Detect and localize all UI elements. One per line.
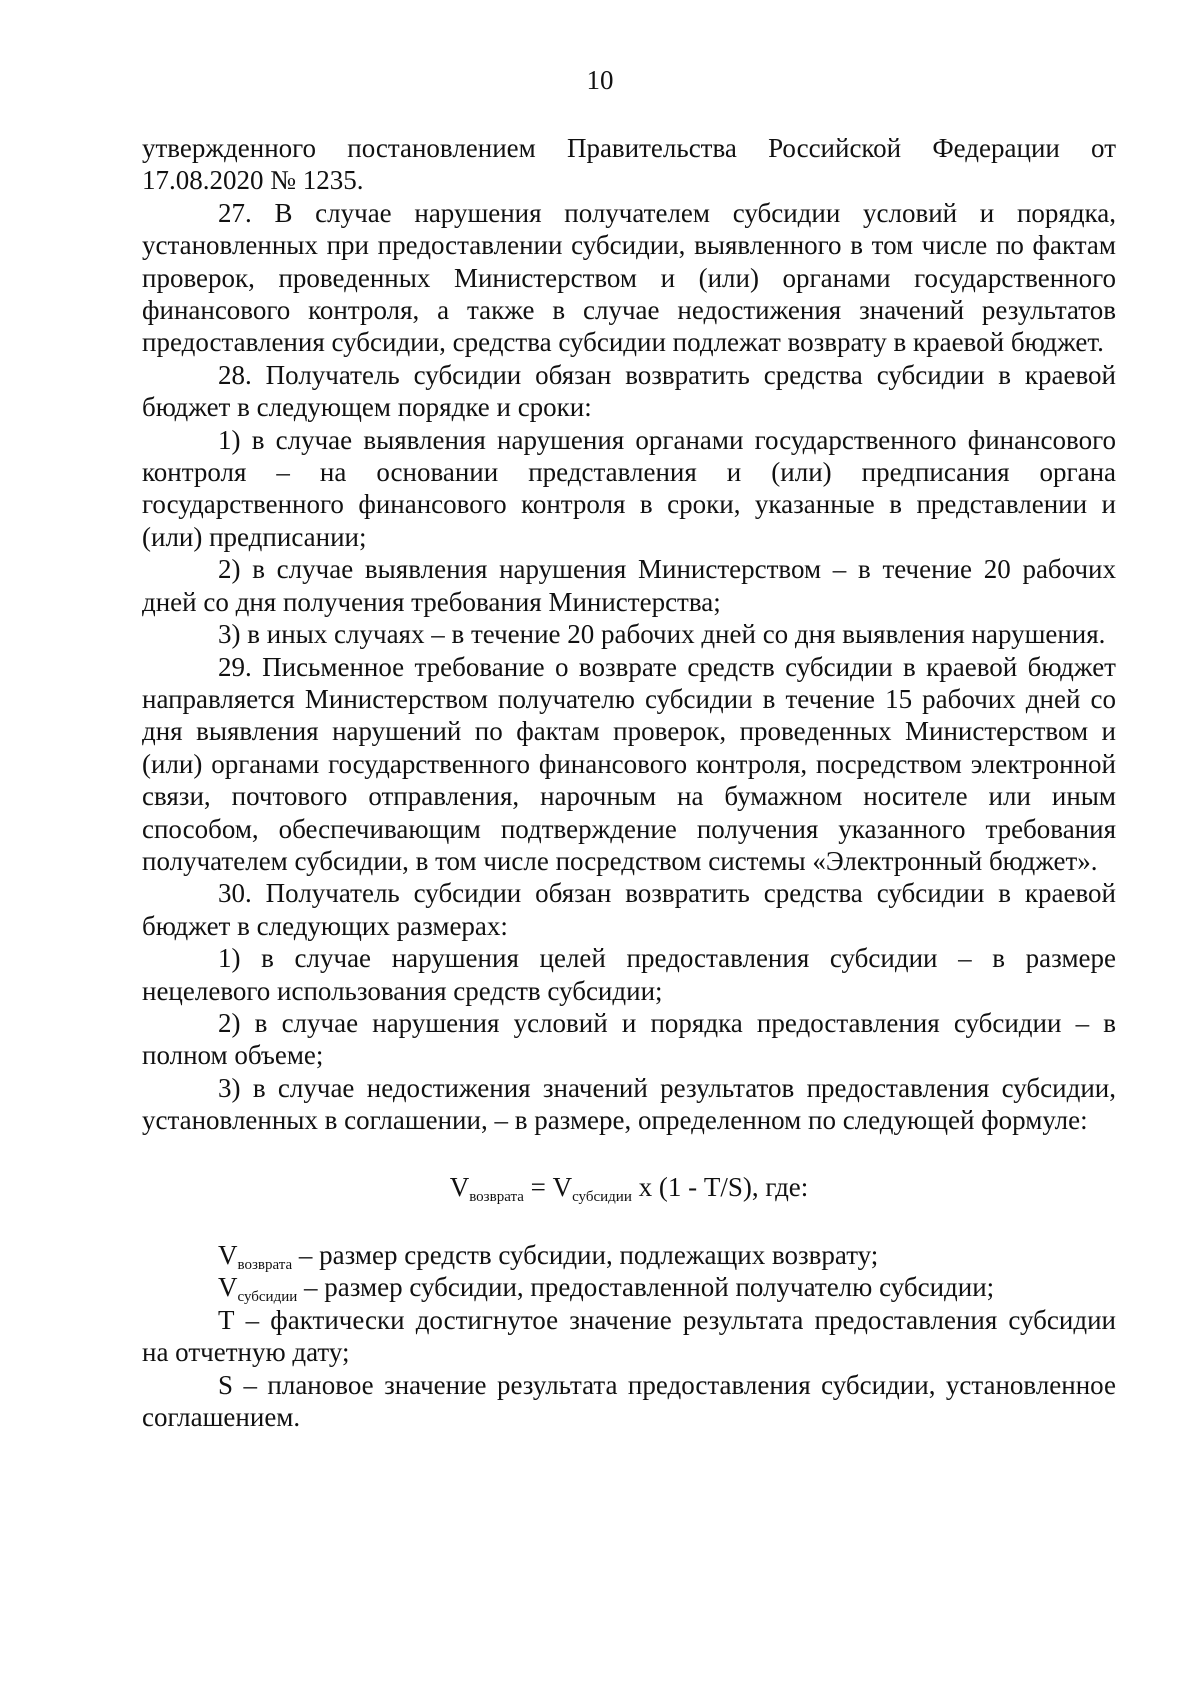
definition-t: Т – фактически достигнутое значение результата предоставления субсидии на отчетную дату; [142, 1304, 1116, 1368]
page-number: 10 [586, 65, 614, 95]
def-v-subsidy-text: – размер субсидии, предоставленной получателю субсидии; [297, 1272, 995, 1303]
paragraph-30-item-3: 3) в случае недостижения значений результатов предоставления субсидии, установленных в соглашении, – в размере, определенном по следующей формуле: [142, 1072, 1116, 1136]
formula-rest: х (1 - Т/S), где: [631, 1171, 809, 1202]
formula-v-return [449, 1171, 524, 1205]
definition-s: S – плановое значение результата предоставления субсидии, установленное соглашением. [142, 1369, 1116, 1433]
formula-v-symbol: V [449, 1171, 470, 1202]
paragraph-27: 27. В случае нарушения получателем субсидии условий и порядка, установленных при предоставлении субсидии, выявленного в том числе по фактам проверок, проведенных Министерством и (или) органами государственного финансового контроля, а также в случае недостижения значений результатов предоставления субсидии, средства субсидии подлежат возврату в краевой бюджет. [142, 197, 1116, 358]
def-v-symbol: V [218, 1272, 238, 1303]
def-sub-subsidy: субсидии [237, 1289, 298, 1306]
definition-v-subsidy [142, 1271, 1116, 1306]
formula-v-symbol: V [552, 1171, 573, 1202]
paragraph-28-item-1: 1) в случае выявления нарушения органами государственного финансового контроля – на основании представления и (или) предписания органа государственного финансового контроля в сроки, указанные в представлении и (или) предписании; [142, 424, 1116, 552]
paragraph-30: 30. Получатель субсидии обязан возвратить средства субсидии в краевой бюджет в следующих размерах: [142, 878, 1116, 941]
def-v-symbol: V [218, 1240, 238, 1270]
paragraph-30-item-1: 1) в случае нарушения целей предоставления субсидии – в размере нецелевого использования средств субсидии; [142, 943, 1116, 1006]
formula-v-subsidy [552, 1171, 632, 1205]
paragraph-28-item-2: 2) в случае выявления нарушения Министерством – в течение 20 рабочих дней со дня получения требования Министерства; [142, 554, 1116, 617]
formula-equals: = [523, 1171, 553, 1202]
paragraph-28: 28. Получатель субсидии обязан возвратить средства субсидии в краевой бюджет в следующем порядке и сроки: [142, 359, 1116, 423]
def-sub-return: возврата [237, 1257, 293, 1273]
document-body [142, 132, 1116, 1433]
def-v-return-text: – размер средств субсидии, подлежащих возврату; [292, 1240, 879, 1270]
formula [142, 1171, 1116, 1203]
paragraph-continuation: утвержденного постановлением Правительства Российской Федерации от 17.08.2020 № 1235. [142, 133, 1116, 196]
paragraph-28-item-3: 3) в иных случаях – в течение 20 рабочих дней со дня выявления нарушения. [218, 619, 1106, 650]
paragraph-29: 29. Письменное требование о возврате средств субсидии в краевой бюджет направляется Министерством получателю субсидии в течение 15 рабочих дней со дня выявления нарушений по фактам проверок, проведенных Министерством и (или) органами государственного финансового контроля, посредством электронной связи, почтового отправления, нарочным на бумажном носителе или иным способом, обеспечивающим подтверждение получения указанного требования получателем субсидии, в том числе посредством системы «Электронный бюджет». [142, 651, 1116, 876]
formula-sub-subsidy: субсидии [572, 1188, 632, 1205]
definition-v-return [142, 1239, 1116, 1271]
formula-sub-return: возврата [469, 1188, 524, 1205]
paragraph-30-item-2: 2) в случае нарушения условий и порядка предоставления субсидии – в полном объеме; [142, 1007, 1116, 1071]
